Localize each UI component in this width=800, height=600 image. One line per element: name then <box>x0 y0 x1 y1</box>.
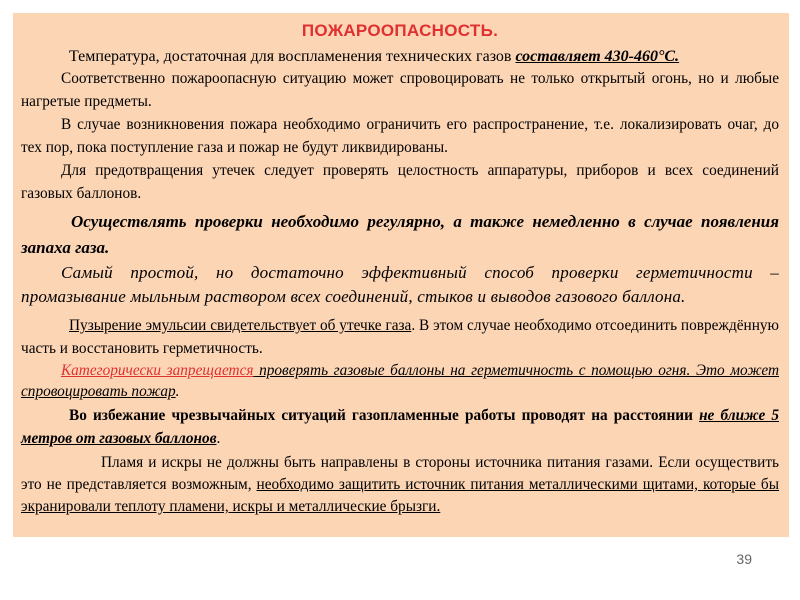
p7-underlined: Пузырение эмульсии свидетельствует об утечке газа <box>69 317 412 334</box>
paragraph-temperature <box>21 46 779 67</box>
p1-temperature-value: составляет 430-460°С. <box>515 48 680 65</box>
p8-end: . <box>175 383 180 400</box>
paragraph-ignition-sources: Соответственно пожароопасную ситуацию может спровоцировать не только открытый огонь, но и любые нагретые предметы. <box>21 70 779 110</box>
p9-text: Во избежание чрезвычайных ситуаций газопламенные работы проводят на расстоянии <box>69 407 700 424</box>
p9-distance: не ближе 5 метров от газовых баллонов <box>21 407 780 447</box>
paragraph-bubbling <box>21 314 779 360</box>
paragraph-soap-test: Самый простой, но достаточно эффективный способ проверки герметичности – промазывание мыльным раствором всех соединений, стыков и выводов газового баллона. <box>21 263 779 306</box>
paragraph-flame-direction <box>21 452 779 518</box>
paragraph-regular-checks: Осуществлять проверки необходимо регулярно, а также немедленно в случае появления запаха газа. <box>21 212 779 257</box>
p7-text: . В этом случае необходимо отсоединить повреждённую часть и восстановить герметичность. <box>21 317 779 357</box>
paragraph-leak-prevention: Для предотвращения утечек следует проверять целостность аппаратуры, приборов и всех соединений газовых баллонов. <box>21 162 779 202</box>
paragraph-fire-test-prohibited <box>21 360 779 402</box>
p10-text: Пламя и искры не должны быть направлены в стороны источника питания газами. Если осуществить это не представляется возможным, <box>21 454 779 493</box>
paragraph-safe-distance <box>21 404 779 450</box>
p8-text: проверять газовые баллоны на герметичность с помощью огня. Это может спровоцировать пожар <box>21 362 779 400</box>
page-number: 39 <box>736 551 752 567</box>
p8-prohibited: Категорически запрещается <box>61 362 254 379</box>
paragraph-fire-localization: В случае возникновения пожара необходимо ограничить его распространение, т.е. локализировать очаг, до тех пор, пока поступление газа и пожар не будут ликвидированы. <box>21 116 779 156</box>
p1-text: Температура, достаточная для воспламенения технических газов <box>69 48 516 65</box>
p10-shields: необходимо защитить источник питания металлическими щитами, которые бы экранировали теплоту пламени, искры и металлические брызги. <box>21 476 779 515</box>
p9-end: . <box>216 430 221 447</box>
content-panel <box>13 13 789 537</box>
slide-title: ПОЖАРООПАСНОСТЬ. <box>301 21 499 40</box>
